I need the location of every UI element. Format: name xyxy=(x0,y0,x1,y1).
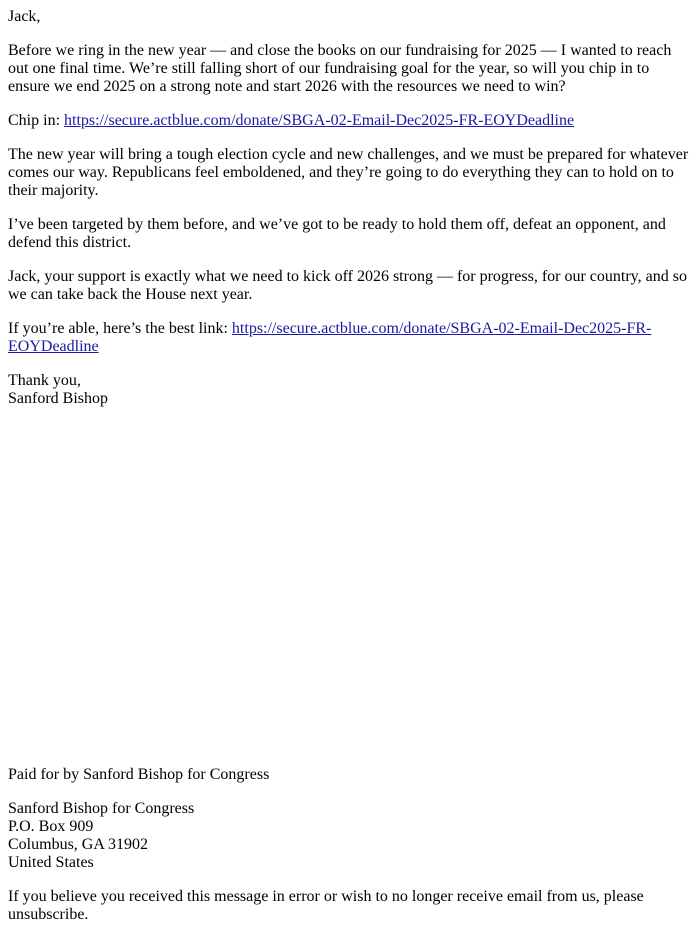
blank-spacer xyxy=(8,424,692,766)
chip-in-line xyxy=(8,112,692,130)
email-footer xyxy=(8,766,692,924)
signoff-block xyxy=(8,372,692,408)
paragraph-intro: Before we ring in the new year — and close the books on our fundraising for 2025 — I wanted to reach out one final time. We’re still falling short of our fundraising goal for the year, so will you chip in to ensure we end 2025 on a strong note and start 2026 with the resources we need to win? xyxy=(8,42,672,95)
best-link-label: If you’re able, here’s the best link: xyxy=(8,320,232,337)
paid-for-disclaimer: Paid for by Sanford Bishop for Congress xyxy=(8,766,270,783)
chip-in-donate-link[interactable]: https://secure.actblue.com/donate/SBGA-02-Email-Dec2025-FR-EOYDeadline xyxy=(64,112,575,129)
paragraph-support: Jack, your support is exactly what we need to kick off 2026 strong — for progress, for our country, and so we can take back the House next year. xyxy=(8,268,687,303)
address-org: Sanford Bishop for Congress xyxy=(8,800,195,817)
signoff: Thank you, xyxy=(8,372,81,389)
unsubscribe-notice: If you believe you received this message in error or wish to no longer receive email from us, please unsubscribe. xyxy=(8,888,644,923)
address-line1: P.O. Box 909 xyxy=(8,818,94,835)
paragraph-election: The new year will bring a tough election cycle and new challenges, and we must be prepared for whatever comes our way. Republicans feel emboldened, and they’re going to do everything they can to hold on to their majority. xyxy=(8,146,689,199)
greeting: Jack, xyxy=(8,8,41,25)
address-country: United States xyxy=(8,854,94,871)
chip-in-label: Chip in: xyxy=(8,112,65,129)
best-link-line xyxy=(8,320,692,356)
paragraph-targeted: I’ve been targeted by them before, and we’ve got to be ready to hold them off, defeat an opponent, and defend this district. xyxy=(8,216,666,251)
best-donate-link[interactable]: https://secure.actblue.com/donate/SBGA-02-Email-Dec2025-FR-EOYDeadline xyxy=(8,320,652,355)
mailing-address xyxy=(8,800,692,872)
signature: Sanford Bishop xyxy=(8,390,108,407)
address-line2: Columbus, GA 31902 xyxy=(8,836,149,853)
